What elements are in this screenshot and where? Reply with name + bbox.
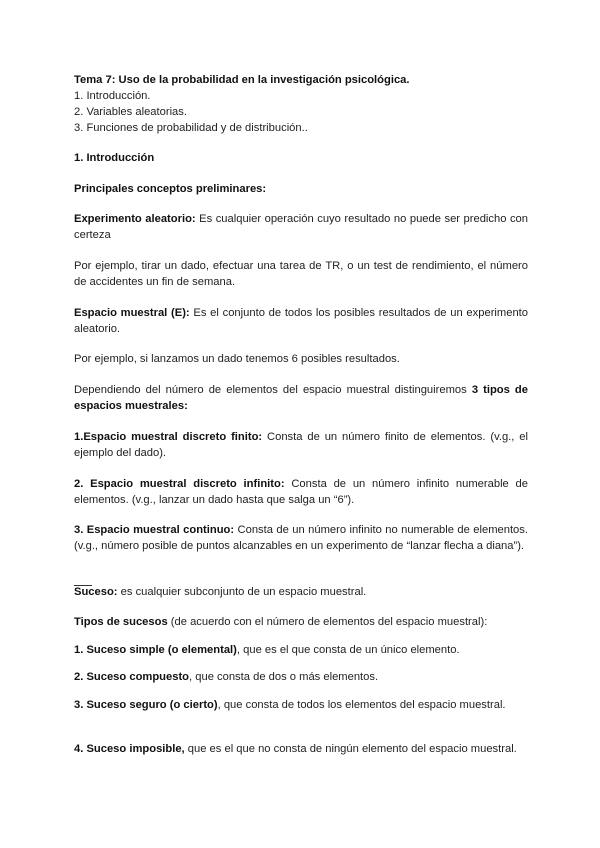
page-title: Tema 7: Uso de la probabilidad en la investigación psicológica.	[74, 74, 410, 86]
example-espacio: Por ejemplo, si lanzamos un dado tenemos 6 posibles resultados.	[74, 353, 400, 365]
section-subheading: Principales conceptos preliminares:	[74, 183, 267, 195]
toc-item: 3. Funciones de probabilidad y de distribución..	[74, 122, 308, 134]
suceso-type-3: 3. Suceso seguro (o cierto), que consta de todos los elementos del espacio muestral.	[74, 699, 506, 711]
espacio-type-2: 2. Espacio muestral discreto infinito: Consta de un número infinito numerable de elementos. (v.g., lanzar un dado hasta que salga un “6”).	[74, 478, 529, 506]
definition-term: Espacio muestral (E):	[74, 307, 190, 319]
section-heading: 1. Introducción	[74, 152, 155, 164]
suceso-type-4: 4. Suceso imposible, que es el que no consta de ningún elemento del espacio muestral.	[74, 743, 517, 755]
definition-term: Experimento aleatorio:	[74, 213, 196, 225]
document-header	[74, 72, 528, 136]
definition-espacio	[74, 305, 528, 337]
tipos-sucesos-heading: Tipos de sucesos (de acuerdo con el número de elementos del espacio muestral):	[74, 616, 488, 628]
toc-item: 1. Introducción.	[74, 90, 151, 102]
suceso-type-1: 1. Suceso simple (o elemental), que es el que consta de un único elemento.	[74, 644, 460, 656]
espacio-type-3: 3. Espacio muestral continuo: Consta de un número infinito no numerable de elementos. (v.g., número posible de puntos alcanzables en un experimento de “lanzar flecha a diana”).	[74, 524, 528, 552]
definition-experimento	[74, 211, 528, 243]
definition-text: Es el conjunto de todos los posibles resultados de un experimento aleatorio.	[74, 307, 528, 335]
suceso-type-2: 2. Suceso compuesto, que consta de dos o más elementos.	[74, 671, 379, 683]
definition-suceso: Suceso: es cualquier subconjunto de un espacio muestral.	[74, 586, 367, 598]
definition-text: Es cualquier operación cuyo resultado no puede ser predicho con certeza	[74, 213, 528, 241]
toc-item: 2. Variables aleatorias.	[74, 106, 187, 118]
espacio-type-1: 1.Espacio muestral discreto finito: Consta de un número finito de elementos. (v.g., el ejemplo del dado).	[74, 431, 528, 459]
types-intro: Dependiendo del número de elementos del espacio muestral distinguiremos 3 tipos de espacios muestrales:	[74, 384, 528, 412]
example-experimento: Por ejemplo, tirar un dado, efectuar una tarea de TR, o un test de rendimiento, el número de accidentes un fin de semana.	[74, 260, 528, 288]
